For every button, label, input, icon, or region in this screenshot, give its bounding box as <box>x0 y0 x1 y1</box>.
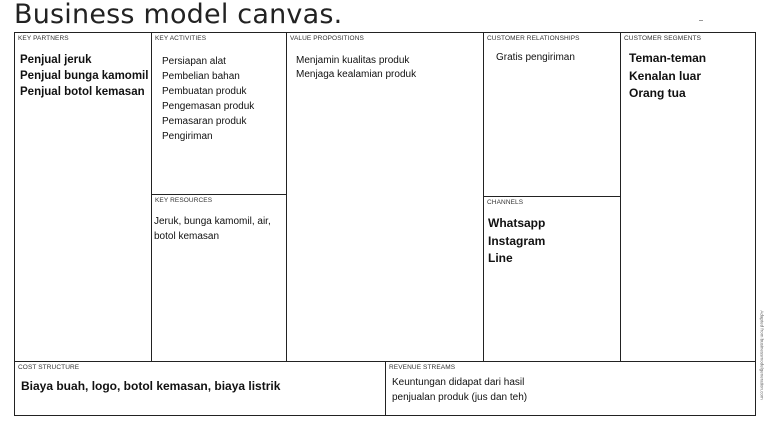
dash-mark <box>699 20 703 21</box>
value-propositions-list <box>296 54 416 82</box>
list-item: Orang tua <box>629 86 686 100</box>
key-activities-list <box>162 54 254 144</box>
key-partners-cell <box>14 32 152 362</box>
revenue-streams-text <box>392 376 527 405</box>
list-item: Menjamin kualitas produk <box>296 55 410 66</box>
cost-structure-text: Biaya buah, logo, botol kemasan, biaya listrik <box>21 379 281 393</box>
list-item: Pengiriman <box>162 131 213 142</box>
business-model-canvas <box>14 32 756 416</box>
credit-text: Adapted from businessmodelgeneration.com <box>759 310 765 400</box>
list-item: Pembuatan produk <box>162 86 247 97</box>
customer-segments-header: CUSTOMER SEGMENTS <box>624 35 702 42</box>
list-item: Kenalan luar <box>629 68 702 83</box>
text-line: botol kemasan <box>154 231 220 242</box>
key-partners-list <box>20 52 148 100</box>
text-line: Keuntungan didapat dari hasil <box>392 377 525 388</box>
key-resources-cell <box>151 194 287 362</box>
cost-structure-cell <box>14 361 386 416</box>
list-item: Penjual botol kemasan <box>20 86 145 98</box>
key-activities-header: KEY ACTIVITIES <box>155 35 207 42</box>
value-propositions-cell <box>286 32 484 362</box>
list-item: Gratis pengiriman <box>496 52 575 63</box>
page-title: Business model canvas. <box>14 0 343 30</box>
text-line: penjualan produk (jus dan teh) <box>392 391 528 403</box>
channels-header: CHANNELS <box>487 199 524 206</box>
key-activities-cell <box>151 32 287 195</box>
list-item: Pengemasan produk <box>162 101 255 112</box>
list-item: Menjaga kealamian produk <box>296 69 417 80</box>
key-resources-text <box>154 214 271 244</box>
credit-note <box>757 295 767 415</box>
list-item: Instagram <box>488 233 546 248</box>
key-partners-header: KEY PARTNERS <box>18 35 69 42</box>
customer-segments-cell <box>620 32 756 362</box>
list-item: Penjual jeruk <box>20 54 92 66</box>
list-item: Persiapan alat <box>162 56 226 67</box>
channels-cell <box>483 196 621 362</box>
channels-list <box>488 215 545 268</box>
list-item: Penjual bunga kamomil <box>20 70 149 82</box>
customer-relationships-cell <box>483 32 621 197</box>
revenue-streams-header: REVENUE STREAMS <box>389 364 456 371</box>
list-item: Teman-teman <box>629 51 707 65</box>
list-item: Pemasaran produk <box>162 116 247 127</box>
revenue-streams-cell <box>385 361 756 416</box>
value-propositions-header: VALUE PROPOSITIONS <box>290 35 364 42</box>
customer-relationships-header: CUSTOMER RELATIONSHIPS <box>487 35 580 42</box>
list-item: Whatsapp <box>488 216 546 230</box>
customer-segments-list <box>629 50 706 103</box>
list-item: Pembelian bahan <box>162 71 240 82</box>
customer-relationships-list <box>496 51 575 65</box>
list-item: Line <box>488 251 513 265</box>
text-line: Jeruk, bunga kamomil, air, <box>154 216 271 227</box>
cost-structure-header: COST STRUCTURE <box>18 364 80 371</box>
key-resources-header: KEY RESOURCES <box>155 197 213 204</box>
